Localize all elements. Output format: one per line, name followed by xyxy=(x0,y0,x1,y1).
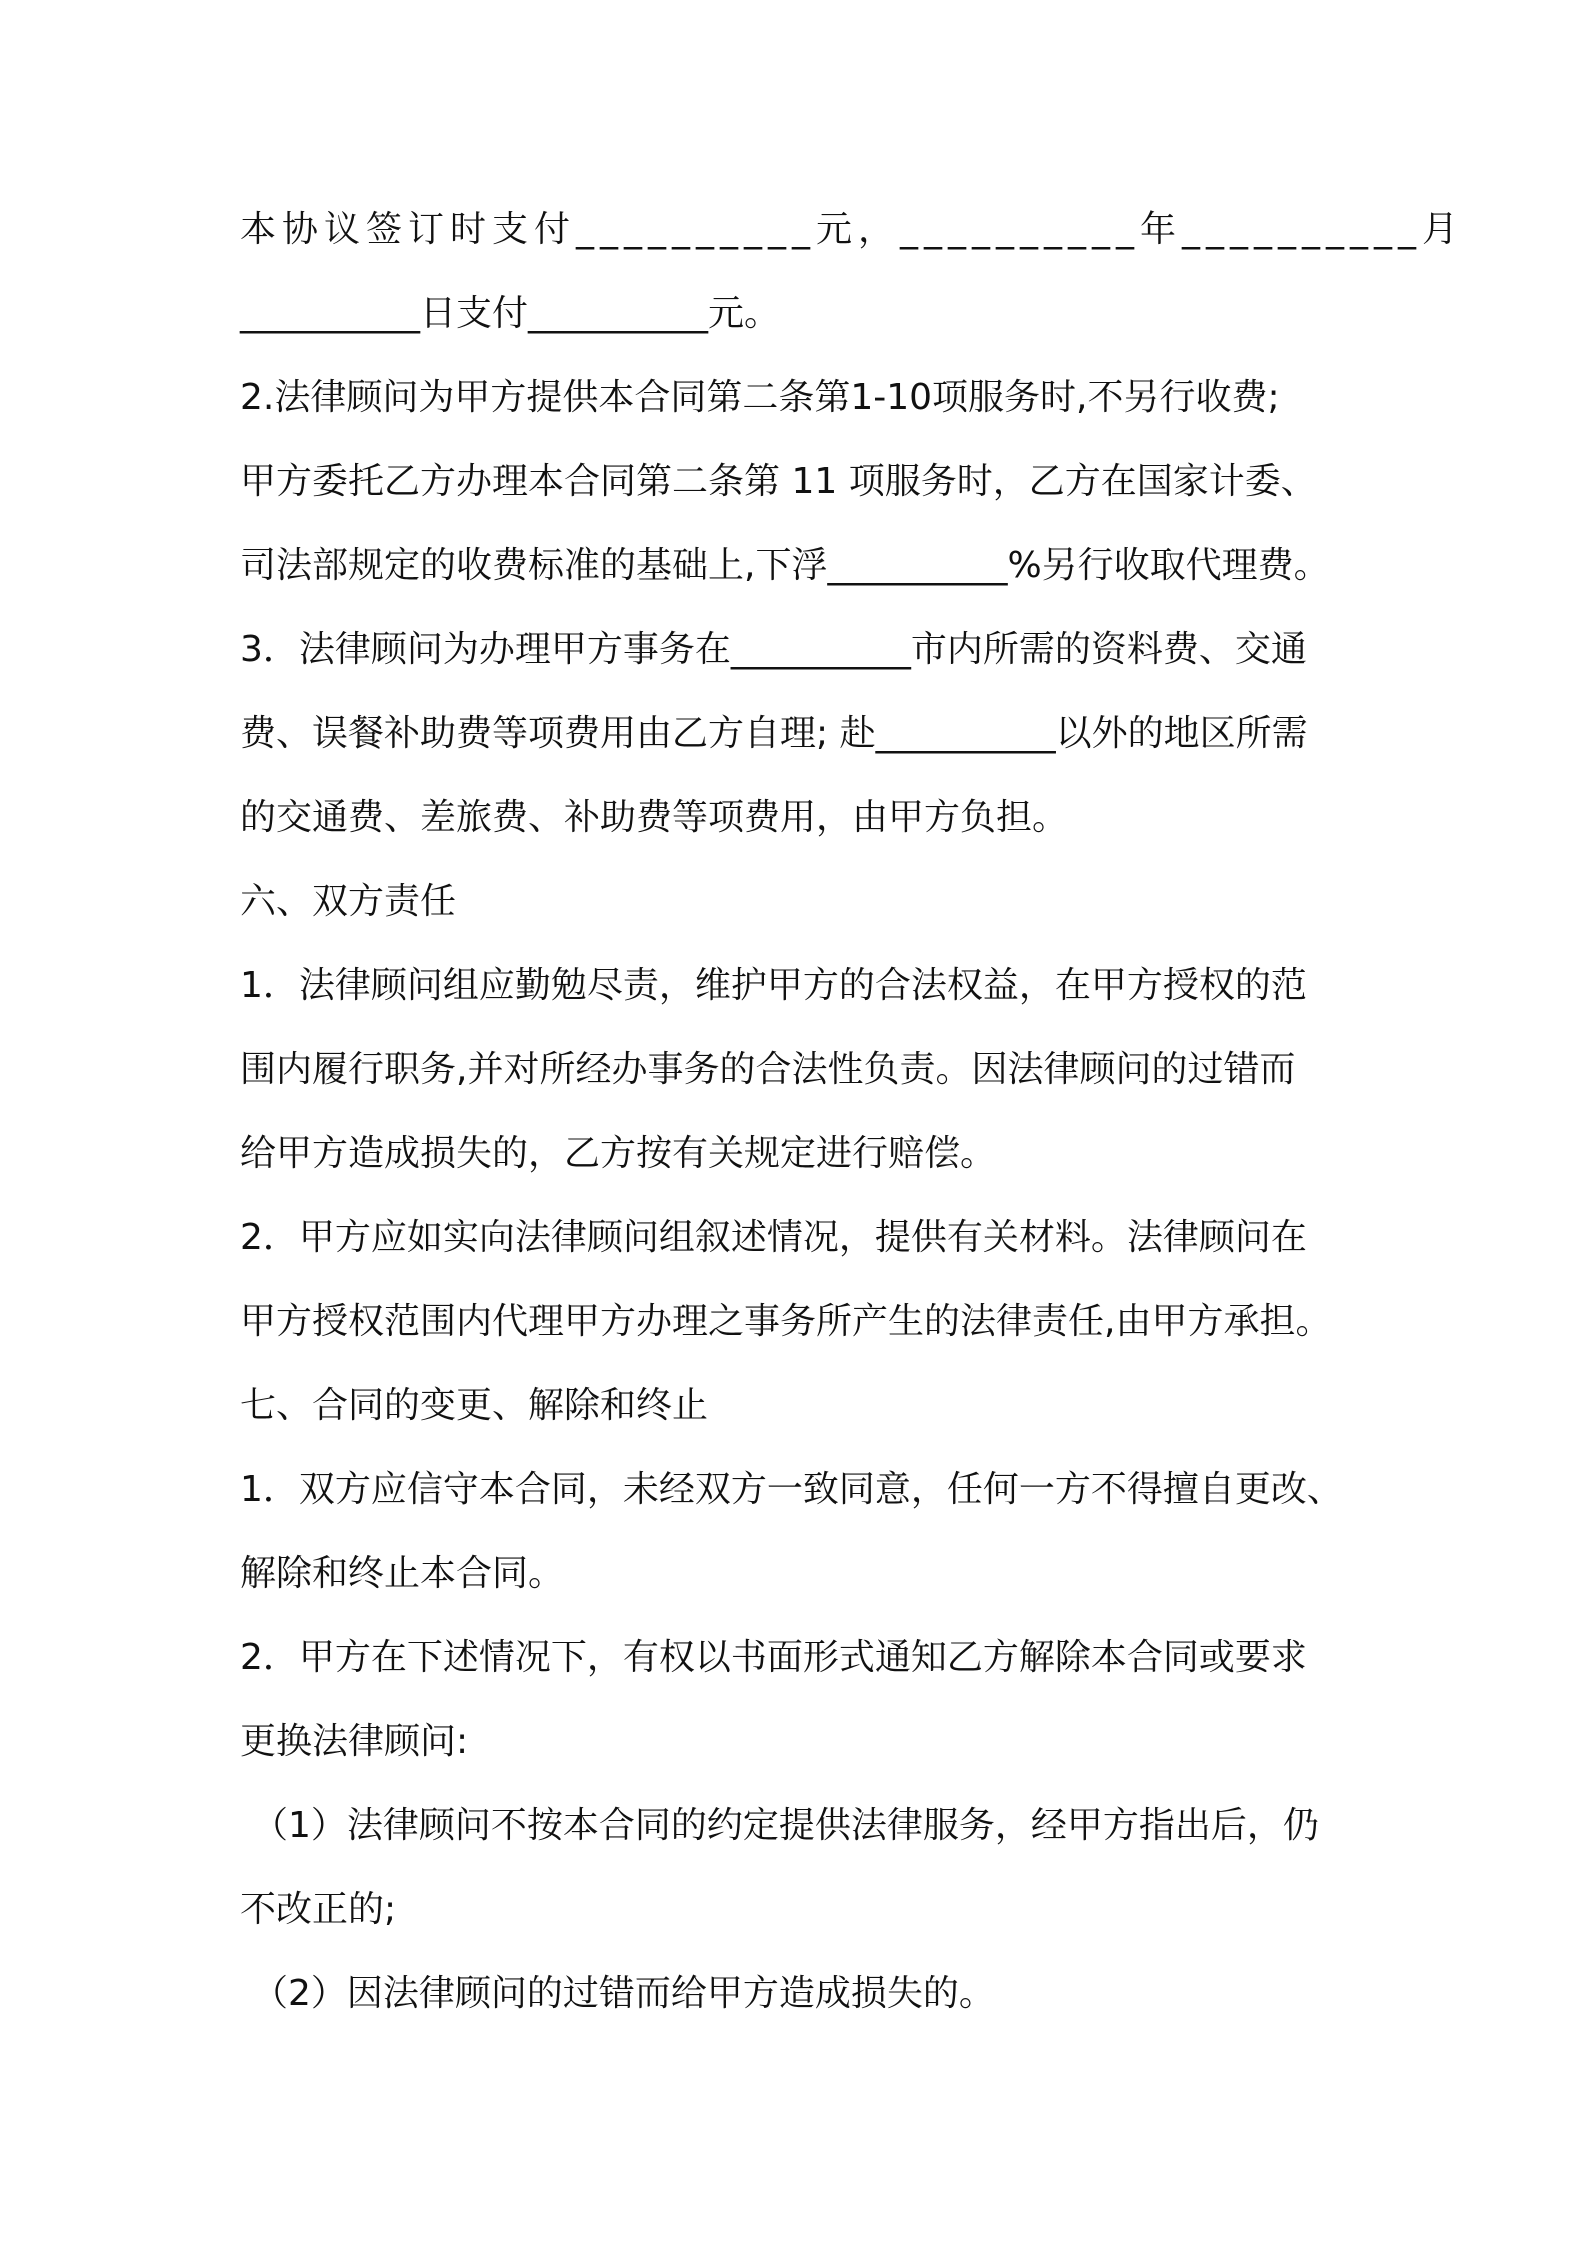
text-line-3: 2.法律顾问为甲方提供本合同第二条第1-10项服务时,不另行收费; xyxy=(240,377,1280,418)
text-line-13: 2．甲方应如实向法律顾问组叙述情况，提供有关材料。法律顾问在 xyxy=(240,1217,1307,1258)
text-line-2: __________日支付__________元。 xyxy=(240,293,781,334)
text-line-11: 围内履行职务,并对所经办事务的合法性负责。因法律顾问的过错而 xyxy=(240,1049,1296,1090)
text-line-5: 司法部规定的收费标准的基础上,下浮__________%另行收取代理费。 xyxy=(240,545,1330,586)
text-line-8: 的交通费、差旅费、补助费等项费用，由甲方负担。 xyxy=(240,797,1069,838)
text-line-21: 不改正的; xyxy=(240,1889,397,1930)
text-line-22: （2）因法律顾问的过错而给甲方造成损失的。 xyxy=(252,1973,995,2014)
text-line-17: 解除和终止本合同。 xyxy=(240,1553,565,1594)
text-line-14: 甲方授权范围内代理甲方办理之事务所产生的法律责任,由甲方承担。 xyxy=(240,1301,1332,1342)
text-line-10: 1．法律顾问组应勤勉尽责，维护甲方的合法权益，在甲方授权的范 xyxy=(240,965,1307,1006)
section-heading-7: 七、合同的变更、解除和终止 xyxy=(240,1385,709,1426)
text-line-18: 2．甲方在下述情况下，有权以书面形式通知乙方解除本合同或要求 xyxy=(240,1637,1307,1678)
text-line-20: （1）法律顾问不按本合同的约定提供法律服务，经甲方指出后，仍 xyxy=(252,1805,1319,1846)
text-line-1: 本协议签订时支付__________元，__________年__________月 xyxy=(240,209,1465,250)
text-line-12: 给甲方造成损失的，乙方按有关规定进行赔偿。 xyxy=(240,1133,997,1174)
text-line-19: 更换法律顾问: xyxy=(240,1721,469,1762)
text-line-6: 3．法律顾问为办理甲方事务在__________市内所需的资料费、交通 xyxy=(240,629,1307,670)
section-heading-6: 六、双方责任 xyxy=(240,881,457,922)
text-line-4: 甲方委托乙方办理本合同第二条第 11 项服务时，乙方在国家计委、 xyxy=(240,461,1317,502)
text-line-16: 1．双方应信守本合同，未经双方一致同意，任何一方不得擅自更改、 xyxy=(240,1469,1343,1510)
text-line-7: 费、误餐补助费等项费用由乙方自理; 赴__________以外的地区所需 xyxy=(240,713,1308,754)
